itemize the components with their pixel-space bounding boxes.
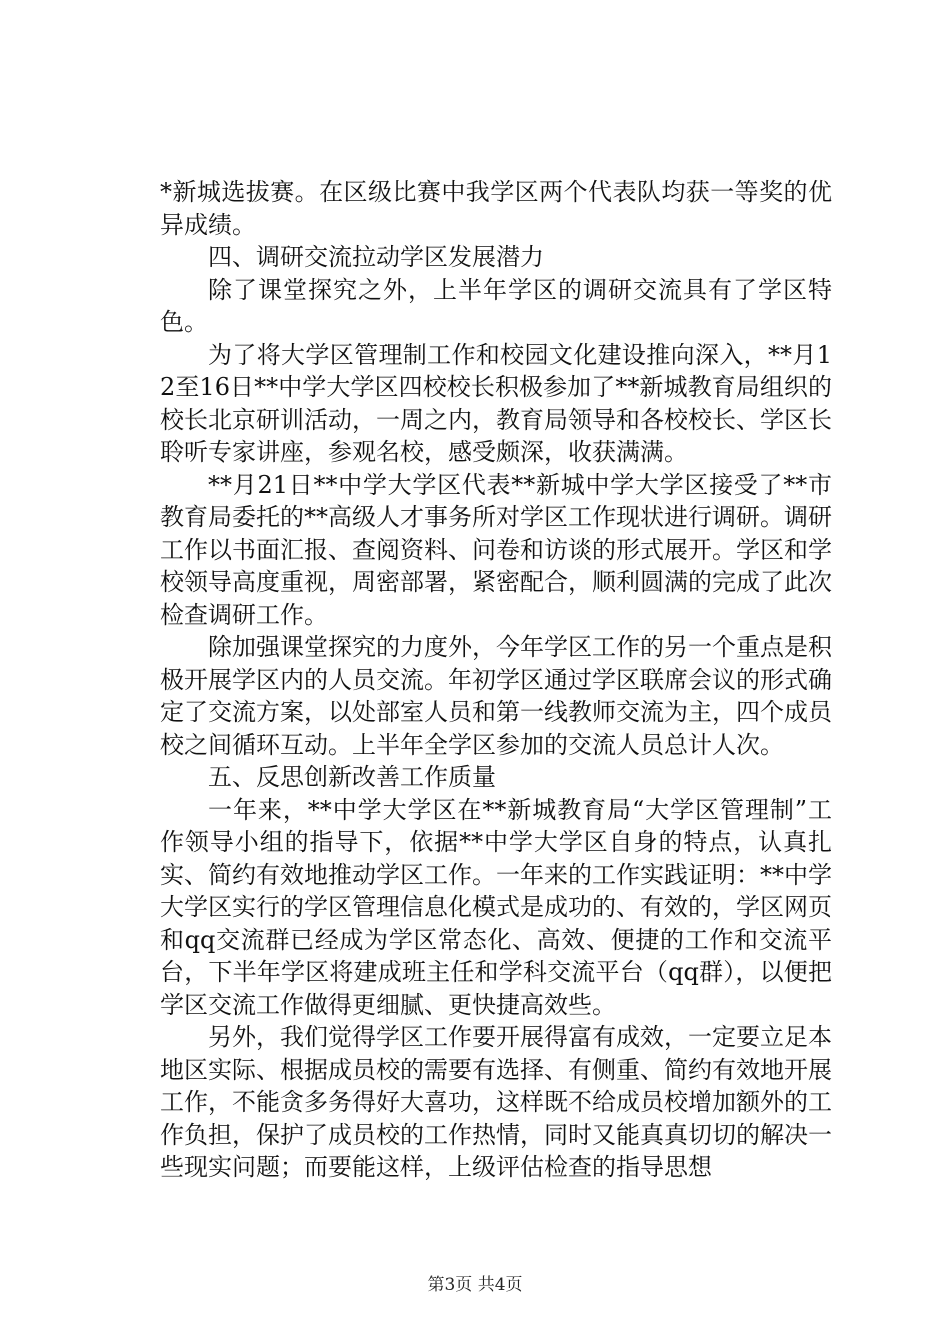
paragraph-continuation: *新城选拔赛。在区级比赛中我学区两个代表队均获一等奖的优异成绩。 <box>160 178 832 239</box>
section-heading-5: 五、反思创新改善工作质量 <box>208 763 496 791</box>
document-body <box>160 176 832 1184</box>
paragraph-reflection: 一年来，**中学大学区在**新城教育局“大学区管理制”工作领导小组的指导下，依据**中学大学区自身的特点，认真扎实、简约有效地推动学区工作。一年来的工作实践证明：**中学大学区实行的学区管理信息化模式是成功的、有效的，学区网页和qq交流群已经成为学区常态化、高效、便捷的工作和交流平台，下半年学区将建成班主任和学科交流平台（qq群），以便把学区交流工作做得更细腻、更快捷高效些。 <box>160 795 832 1019</box>
paragraph-research-intro: 除了课堂探究之外，上半年学区的调研交流具有了学区特色。 <box>160 275 832 336</box>
paragraph-principal-training: 为了将大学区管理制工作和校园文化建设推向深入，**月12至16日**中学大学区四校校长积极参加了**新城教育局组织的校长北京研训活动，一周之内，教育局领导和各校校长、学区长聆听专家讲座，参观名校，感受颇深，收获满满。 <box>160 340 832 466</box>
page-number-footer: 第3页 共4页 <box>427 1275 523 1295</box>
paragraph-additional: 另外，我们觉得学区工作要开展得富有成效，一定要立足本地区实际、根据成员校的需要有选择、有侧重、简约有效地开展工作，不能贪多务得好大喜功，这样既不给成员校增加额外的工作负担，保护了成员校的工作热情，同时又能真真切切的解决一些现实问题；而要能这样，上级评估检查的指导思想 <box>160 1023 832 1181</box>
paragraph-staff-exchange: 除加强课堂探究的力度外，今年学区工作的另一个重点是积极开展学区内的人员交流。年初学区通过学区联席会议的形式确定了交流方案，以处部室人员和第一线教师交流为主，四个成员校之间循环互动。上半年全学区参加的交流人员总计人次。 <box>160 633 832 759</box>
section-heading-4: 四、调研交流拉动学区发展潜力 <box>208 243 544 271</box>
paragraph-survey: **月21日**中学大学区代表**新城中学大学区接受了**市教育局委托的**高级人才事务所对学区工作现状进行调研。调研工作以书面汇报、查阅资料、问卷和访谈的形式展开。学区和学校领导高度重视，周密部署，紧密配合，顺利圆满的完成了此次检查调研工作。 <box>160 470 832 629</box>
